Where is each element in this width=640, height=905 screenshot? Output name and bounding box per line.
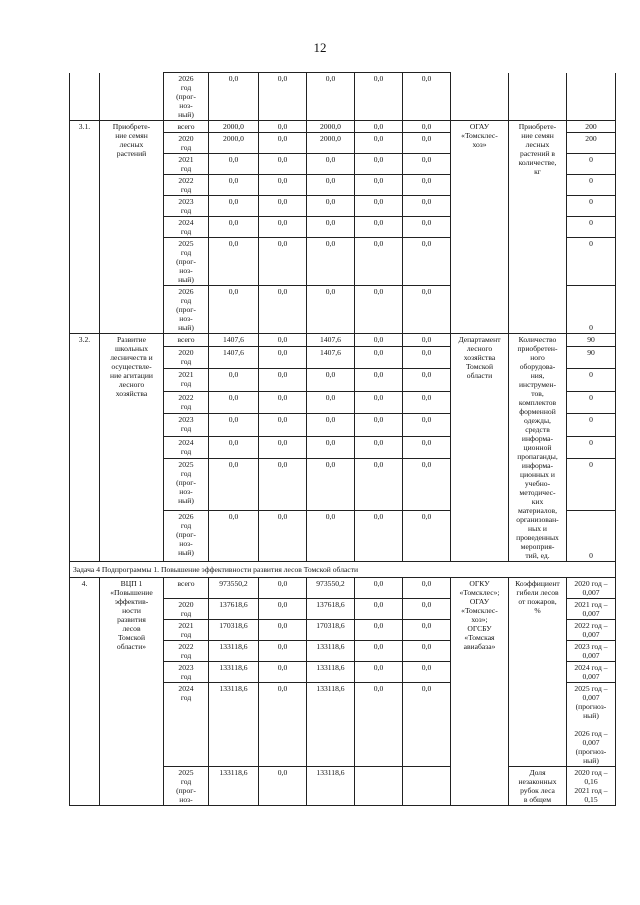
value-cell: 133118,6 <box>307 662 355 683</box>
value-cell: 0,0 <box>209 196 259 217</box>
table-cell <box>451 767 509 806</box>
value-cell: 973550,2 <box>209 578 259 599</box>
value-cell: 0,0 <box>307 391 355 413</box>
value-cell: 0,0 <box>355 369 403 391</box>
target-cell: 200 <box>567 121 616 133</box>
value-cell: 0,0 <box>259 196 307 217</box>
value-cell: 133118,6 <box>307 767 355 806</box>
value-cell: 0,0 <box>355 217 403 238</box>
value-cell: 0,0 <box>307 459 355 510</box>
item-name: Развитие школьных лесничеств и осуществле- ние агитации лесного хозяйства <box>100 334 164 562</box>
value-cell: 0,0 <box>355 175 403 196</box>
target-cell: 0 <box>567 510 616 561</box>
table-cell <box>451 73 509 121</box>
value-cell: 0,0 <box>259 767 307 806</box>
value-cell: 0,0 <box>403 578 451 599</box>
value-cell: 0,0 <box>209 369 259 391</box>
target-cell: 0 <box>567 459 616 510</box>
value-cell: 0,0 <box>355 73 403 121</box>
executor-cell: ОГКУ «Томсклес»; ОГАУ «Томсклес- хоз»; ОГСБУ «Томская авиабаза» <box>451 578 509 767</box>
value-cell: 0,0 <box>259 620 307 641</box>
year-cell: всего <box>164 578 209 599</box>
value-cell: 0,0 <box>307 286 355 334</box>
value-cell: 0,0 <box>209 73 259 121</box>
value-cell: 0,0 <box>209 238 259 286</box>
year-cell: 2026 год (прог- ноз- ный) <box>164 73 209 121</box>
value-cell: 0,0 <box>403 436 451 458</box>
value-cell: 0,0 <box>355 599 403 620</box>
target-cell: 0 <box>567 414 616 436</box>
value-cell: 0,0 <box>259 334 307 347</box>
value-cell: 0,0 <box>355 391 403 413</box>
value-cell: 0,0 <box>259 286 307 334</box>
indicator-cell: Коэффициент гибели лесов от пожаров, % <box>509 578 567 767</box>
value-cell: 0,0 <box>403 599 451 620</box>
value-cell: 133118,6 <box>209 662 259 683</box>
value-cell: 0,0 <box>209 414 259 436</box>
year-cell: 2022 год <box>164 175 209 196</box>
value-cell: 2000,0 <box>307 121 355 133</box>
item-number: 3.2. <box>70 334 100 562</box>
target-cell: 90 <box>567 346 616 368</box>
year-cell: 2021 год <box>164 620 209 641</box>
target-cell: 2025 год – 0,007 (прогноз- ный) 2026 год – 0,007 (прогноз- ный) <box>567 683 616 767</box>
value-cell: 133118,6 <box>307 641 355 662</box>
indicator-cell: Приобрете- ние семян лесных растений в количестве, кг <box>509 121 567 334</box>
value-cell: 0,0 <box>355 662 403 683</box>
value-cell <box>403 767 451 806</box>
value-cell: 0,0 <box>403 175 451 196</box>
value-cell: 0,0 <box>403 369 451 391</box>
value-cell: 0,0 <box>355 459 403 510</box>
year-cell: 2021 год <box>164 369 209 391</box>
value-cell: 0,0 <box>307 369 355 391</box>
value-cell: 0,0 <box>403 414 451 436</box>
value-cell: 0,0 <box>307 217 355 238</box>
value-cell: 0,0 <box>403 133 451 154</box>
year-cell: 2021 год <box>164 154 209 175</box>
value-cell: 0,0 <box>403 334 451 347</box>
value-cell: 0,0 <box>259 414 307 436</box>
target-cell: 90 <box>567 334 616 347</box>
value-cell: 0,0 <box>209 459 259 510</box>
value-cell: 0,0 <box>403 662 451 683</box>
value-cell <box>355 767 403 806</box>
target-cell: 2024 год – 0,007 <box>567 662 616 683</box>
table-cell <box>509 73 567 121</box>
target-cell: 0 <box>567 391 616 413</box>
value-cell: 0,0 <box>259 175 307 196</box>
value-cell: 0,0 <box>259 683 307 767</box>
item-name: Приобрете- ние семян лесных растений <box>100 121 164 334</box>
year-cell: 2022 год <box>164 641 209 662</box>
task-row <box>70 562 616 578</box>
value-cell: 0,0 <box>403 196 451 217</box>
item-name: ВЦП 1 «Повышение эффектив- ности развития лесов Томской области» <box>100 578 164 806</box>
value-cell: 0,0 <box>259 459 307 510</box>
value-cell: 0,0 <box>259 599 307 620</box>
target-cell: 2020 год – 0,007 <box>567 578 616 599</box>
table-cell <box>100 73 164 121</box>
value-cell: 0,0 <box>355 578 403 599</box>
value-cell: 0,0 <box>403 73 451 121</box>
value-cell: 0,0 <box>209 436 259 458</box>
target-cell: 0 <box>567 436 616 458</box>
value-cell: 0,0 <box>259 238 307 286</box>
year-cell: 2020 год <box>164 346 209 368</box>
value-cell: 2000,0 <box>209 133 259 154</box>
year-cell: 2025 год (прог- ноз- ный) <box>164 459 209 510</box>
executor-cell: Департамент лесного хозяйства Томской области <box>451 334 509 562</box>
target-cell: 0 <box>567 369 616 391</box>
value-cell: 973550,2 <box>307 578 355 599</box>
value-cell: 0,0 <box>209 391 259 413</box>
task-title: Задача 4 Подпрограммы 1. Повышение эффективности развития лесов Томской области <box>70 562 616 578</box>
value-cell: 0,0 <box>307 73 355 121</box>
value-cell: 0,0 <box>403 286 451 334</box>
year-cell: 2025 год (прог- ноз- ный) <box>164 238 209 286</box>
value-cell: 0,0 <box>259 662 307 683</box>
value-cell: 0,0 <box>259 578 307 599</box>
year-cell: 2026 год (прог- ноз- ный) <box>164 286 209 334</box>
target-cell: 0 <box>567 217 616 238</box>
value-cell: 0,0 <box>403 510 451 561</box>
year-cell: 2023 год <box>164 414 209 436</box>
target-cell: 2021 год – 0,007 <box>567 599 616 620</box>
value-cell: 0,0 <box>259 510 307 561</box>
value-cell: 0,0 <box>403 154 451 175</box>
value-cell: 0,0 <box>403 620 451 641</box>
value-cell: 0,0 <box>307 436 355 458</box>
value-cell: 0,0 <box>259 641 307 662</box>
value-cell: 0,0 <box>355 510 403 561</box>
table-cell <box>70 73 100 121</box>
value-cell: 0,0 <box>307 238 355 286</box>
year-cell: 2020 год <box>164 133 209 154</box>
target-cell: 2022 год – 0,007 <box>567 620 616 641</box>
target-cell: 2020 год – 0,16 2021 год – 0,15 <box>567 767 616 806</box>
table-row-s4 <box>70 578 616 599</box>
value-cell: 0,0 <box>307 510 355 561</box>
value-cell: 0,0 <box>403 346 451 368</box>
table-row-continuation <box>70 73 616 121</box>
value-cell: 1407,6 <box>307 334 355 347</box>
indicator-cell: Количество приобретен- ного оборудова- ния, инструмен- тов, комплектов форменной одежды, средств информа- ционной пропаганды, информа- ционных и учебно- методичес- ких материалов, организован- ных и проведенных мероприя- тий, ед. <box>509 334 567 562</box>
value-cell: 170318,6 <box>209 620 259 641</box>
value-cell: 0,0 <box>355 121 403 133</box>
value-cell: 0,0 <box>259 121 307 133</box>
value-cell: 133118,6 <box>307 683 355 767</box>
program-table <box>69 72 616 806</box>
value-cell: 0,0 <box>403 683 451 767</box>
value-cell: 0,0 <box>259 154 307 175</box>
value-cell: 1407,6 <box>209 346 259 368</box>
table-row-s31 <box>70 121 616 133</box>
value-cell: 0,0 <box>355 133 403 154</box>
value-cell: 2000,0 <box>209 121 259 133</box>
value-cell: 133118,6 <box>209 683 259 767</box>
value-cell: 0,0 <box>307 154 355 175</box>
value-cell: 170318,6 <box>307 620 355 641</box>
value-cell: 0,0 <box>355 414 403 436</box>
value-cell: 0,0 <box>307 175 355 196</box>
year-cell: 2026 год (прог- ноз- ный) <box>164 510 209 561</box>
year-cell: 2024 год <box>164 217 209 238</box>
year-cell: 2025 год (прог- ноз- <box>164 767 209 806</box>
value-cell: 0,0 <box>355 286 403 334</box>
value-cell: 0,0 <box>355 620 403 641</box>
value-cell: 0,0 <box>355 196 403 217</box>
target-cell: 200 <box>567 133 616 154</box>
value-cell: 0,0 <box>209 154 259 175</box>
value-cell: 0,0 <box>403 391 451 413</box>
program-table-container <box>69 72 608 852</box>
value-cell: 0,0 <box>355 436 403 458</box>
value-cell: 133118,6 <box>209 641 259 662</box>
year-cell: 2022 год <box>164 391 209 413</box>
value-cell: 0,0 <box>259 436 307 458</box>
value-cell: 0,0 <box>355 683 403 767</box>
page-number: 12 <box>313 40 327 55</box>
target-cell: 0 <box>567 154 616 175</box>
value-cell: 0,0 <box>403 641 451 662</box>
table-row-s32 <box>70 334 616 347</box>
value-cell: 0,0 <box>259 391 307 413</box>
value-cell: 0,0 <box>259 73 307 121</box>
value-cell: 0,0 <box>259 346 307 368</box>
year-cell: 2024 год <box>164 436 209 458</box>
year-cell: всего <box>164 334 209 347</box>
value-cell: 0,0 <box>209 217 259 238</box>
value-cell: 133118,6 <box>209 767 259 806</box>
target-cell: 0 <box>567 286 616 334</box>
value-cell: 1407,6 <box>209 334 259 347</box>
value-cell: 0,0 <box>259 217 307 238</box>
value-cell: 2000,0 <box>307 133 355 154</box>
table-cell <box>567 73 616 121</box>
value-cell: 0,0 <box>355 641 403 662</box>
value-cell: 0,0 <box>355 238 403 286</box>
year-cell: всего <box>164 121 209 133</box>
target-cell: 2023 год – 0,007 <box>567 641 616 662</box>
value-cell: 0,0 <box>355 154 403 175</box>
value-cell: 137618,6 <box>307 599 355 620</box>
year-cell: 2023 год <box>164 196 209 217</box>
year-cell: 2023 год <box>164 662 209 683</box>
target-cell: 0 <box>567 196 616 217</box>
value-cell: 0,0 <box>403 459 451 510</box>
value-cell: 0,0 <box>307 196 355 217</box>
value-cell: 0,0 <box>307 414 355 436</box>
value-cell: 0,0 <box>209 510 259 561</box>
item-number: 4. <box>70 578 100 806</box>
year-cell: 2024 год <box>164 683 209 767</box>
value-cell: 137618,6 <box>209 599 259 620</box>
value-cell: 0,0 <box>403 238 451 286</box>
executor-cell: ОГАУ «Томсклес- хоз» <box>451 121 509 334</box>
value-cell: 0,0 <box>259 133 307 154</box>
target-cell: 0 <box>567 175 616 196</box>
target-cell: 0 <box>567 238 616 286</box>
item-number: 3.1. <box>70 121 100 334</box>
value-cell: 0,0 <box>355 346 403 368</box>
value-cell: 0,0 <box>403 121 451 133</box>
value-cell: 0,0 <box>355 334 403 347</box>
year-cell: 2020 год <box>164 599 209 620</box>
indicator-cell: Доля незаконных рубок леса в общем <box>509 767 567 806</box>
value-cell: 0,0 <box>209 175 259 196</box>
value-cell: 1407,6 <box>307 346 355 368</box>
value-cell: 0,0 <box>259 369 307 391</box>
value-cell: 0,0 <box>403 217 451 238</box>
value-cell: 0,0 <box>209 286 259 334</box>
